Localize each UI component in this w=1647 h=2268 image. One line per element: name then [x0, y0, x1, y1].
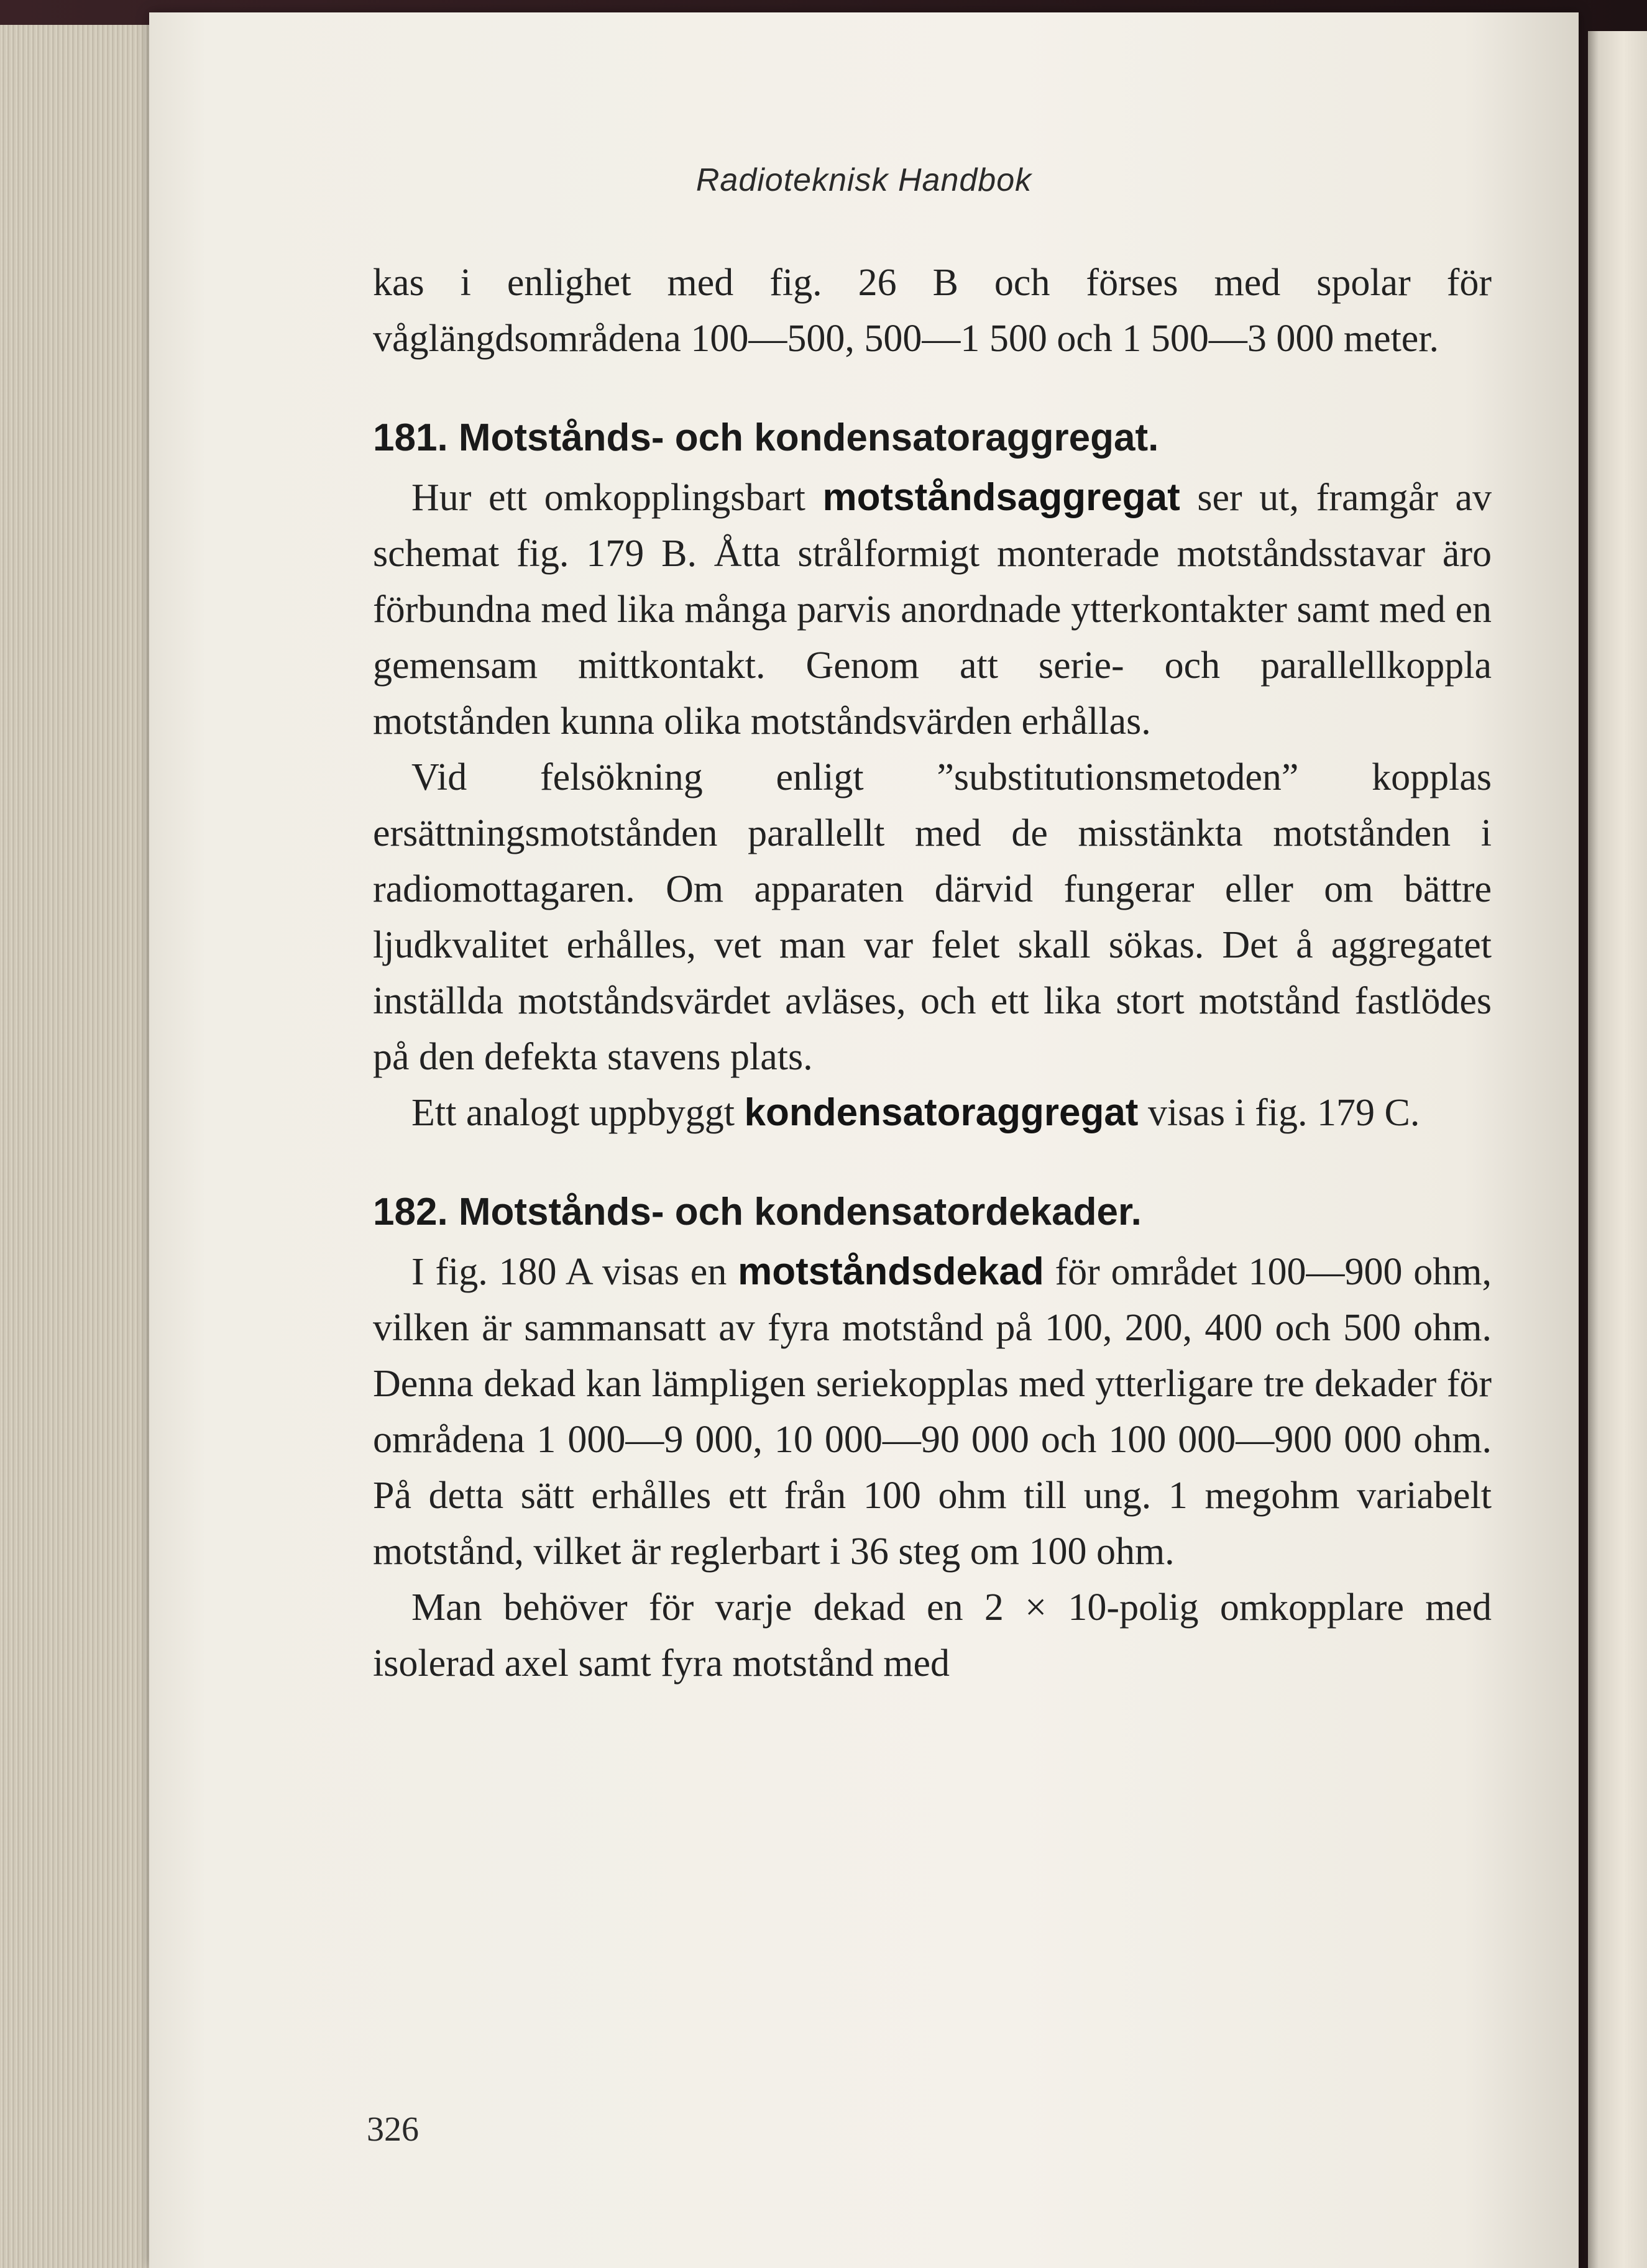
term-motstandsaggregat: motståndsaggregat	[822, 476, 1180, 519]
section-181-p1-lead: Hur ett omkopplingsbart	[411, 477, 823, 519]
book-page	[149, 12, 1579, 2268]
page-number: 326	[367, 2110, 419, 2149]
section-181-paragraph-1	[373, 470, 1492, 749]
facing-page-edge	[1588, 31, 1647, 2268]
section-181-paragraph-3	[373, 1085, 1492, 1141]
intro-paragraph: kas i enlighet med fig. 26 B och förses med spolar för våglängdsområdena 100—500, 500—1 500 och 1 500—3 000 meter.	[373, 262, 1492, 360]
running-head: Radioteknisk Handbok	[695, 162, 1032, 198]
section-182-p1-rest: för området 100—900 ohm, vilken är sammansatt av fyra motstånd på 100, 200, 400 och 500 ohm. Denna dekad kan lämpligen seriekopplas med ytterligare tre dekader för områdena 1 000—9 000, 10 000—90 000 och 100 000—900 000 ohm. På detta sätt erhålles ett från 100 ohm till ung. 1 megohm variabelt motstånd, vilket är reglerbart i 36 steg om 100 ohm.	[373, 1251, 1492, 1573]
section-181-paragraph-2: Vid felsökning enligt ”substitutionsmetoden” kopplas ersättningsmotstånden parallellt med de misstänkta motstånden i radiomottagaren. Om apparaten därvid fungerar eller om bättre ljudkvalitet erhålles, vet man var felet skall sökas. Det å aggregatet inställda motståndsvärdet avläses, och ett lika stort motstånd fastlödes på den defekta stavens plats.	[373, 756, 1492, 1078]
section-182-heading: 182. Motstånds- och kondensatordekader.	[373, 1191, 1142, 1233]
section-181-heading: 181. Motstånds- och kondensatoraggregat.	[373, 416, 1159, 459]
page-text	[373, 255, 1492, 1691]
term-motstandsdekad: motståndsdekad	[738, 1250, 1044, 1293]
section-181-p1-rest: ser ut, framgår av schemat fig. 179 B. Åtta strålformigt monterade motståndsstavar äro förbundna med lika många parvis anordnade ytterkontakter samt med en gemensam mittkontakt. Genom att serie- och parallellkoppla motstånden kunna olika motståndsvärden erhållas.	[373, 477, 1492, 743]
term-kondensatoraggregat: kondensatoraggregat	[744, 1091, 1139, 1134]
section-182-p1-lead: I fig. 180 A visas en	[411, 1251, 738, 1293]
section-181-p3-lead: Ett analogt uppbyggt	[411, 1092, 745, 1134]
section-182-paragraph-2: Man behöver för varje dekad en 2 × 10-polig omkopplare med isolerad axel samt fyra motstånd med	[373, 1586, 1492, 1685]
section-182-paragraph-1	[373, 1244, 1492, 1580]
section-181-p3-rest: visas i fig. 179 C.	[1138, 1092, 1420, 1134]
